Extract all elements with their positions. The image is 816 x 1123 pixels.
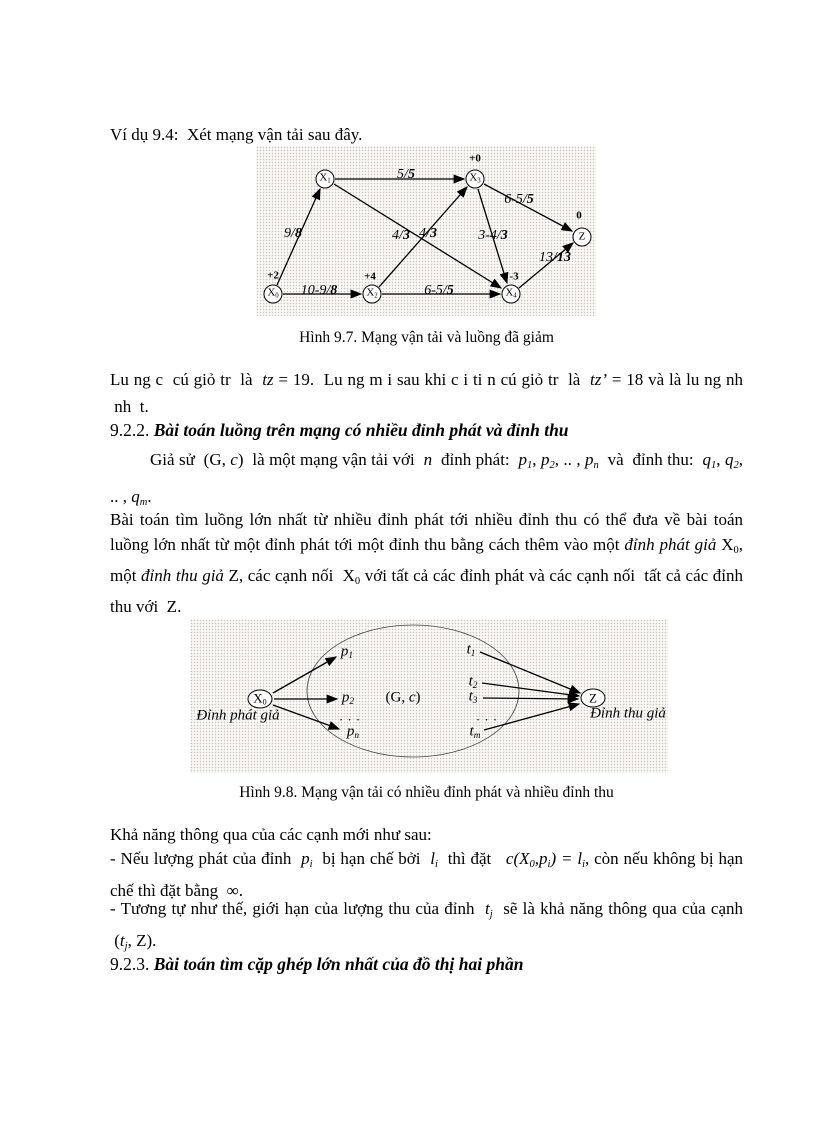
label-t3: $t_3$ [468,688,478,707]
edge-label-x2-x4: 6-5/5 [424,283,454,298]
label-graph-gc: (G, c) [385,689,421,706]
edge-x0-p1 [273,657,336,693]
annotation-x4: -3 [509,270,519,283]
edge-label-x1-x4: 4/3 [392,228,410,243]
reduction-paragraph: Bài toán tìm luồng lớn nhất từ nhiều đỉnh phát tới nhiều đỉnh thu có thể đưa về bài toán luồng lớn nhất từ một đỉnh phát tới một đỉnh thu bằng cách thêm vào một đỉnh phát giả $X_0$, một đỉnh thu giả Z, các cạnh nối $X_0$ với tất cả các đỉnh phát và các cạnh nối tất cả các đỉnh thu với Z. [110,510,744,616]
figure-9-7-caption: Hình 9.7. Mạng vận tải và luồng đã giảm [299,329,554,346]
label-p1: $p_1$ [340,643,354,662]
assumption-paragraph: Giả sử (G, c) là một mạng vận tải với n đỉnh phát: p1, p2, .. , pn và đỉnh thu: q1, q2, .. , qm. [110,450,743,508]
node-label-z: Z [589,690,597,706]
node-label-x3: $X_3$ [469,171,481,185]
figure-9-7 [256,146,596,316]
edge-tm-z [484,704,579,730]
edge-t3-z [483,698,578,699]
edge-x0-pn [273,705,339,729]
capacity-rule-sink-paragraph: - Tương tự như thế, giới hạn của lượng thu của đỉnh tj sẽ là khả năng thông qua của cạnh (tj, Z). [110,899,743,952]
node-label-x0: $X_0$ [253,690,267,707]
node-label-x2: $X_2$ [366,286,378,300]
flow-value-paragraph: Lu ng c cú giỏ tr là tz = 19. Lu ng m i sau khi c i ti n cú giỏ tr là tz’ = 18 và là lu ng nh nh t. [110,370,743,416]
node-label-z: Z [578,230,586,243]
section-9-2-3-heading: 9.2.3. Bài toán tìm cặp ghép lớn nhất của đồ thị hai phần [110,954,524,974]
label-pn: $p_n$ [346,723,360,742]
ellipsis-sources: . . . [339,708,361,724]
ellipsis-sinks: . . . [476,708,498,724]
node-label-x4: $X_4$ [505,286,517,300]
annotation-x3: +0 [469,152,481,165]
fake-source-caption: Đỉnh phát giả [196,707,280,724]
label-t1: $t_1$ [466,641,476,660]
edge-label-x4-z: 13/13 [539,250,571,265]
edge-t1-z [480,652,580,693]
edge-label-x0-x2: 10-9/8 [300,283,338,298]
section-9-2-2-heading: 9.2.2. Bài toán luồng trên mạng có nhiều đỉnh phát và đỉnh thu [110,420,569,440]
node-label-x1: $X_1$ [319,171,331,185]
figure-9-8-caption: Hình 9.8. Mạng vận tải có nhiều đỉnh phát và nhiều đỉnh thu [239,784,614,801]
fake-sink-caption: Đỉnh thu giả [590,705,666,722]
edge-label-x3-z: 6-5/5 [504,192,534,207]
edge-label-x0-x1: 9/8 [284,226,302,241]
edge-label-x3-x4: 3-4/3 [478,228,508,243]
label-t2: $t_2$ [468,673,478,692]
edge-t2-z [482,683,579,696]
annotation-x2: +4 [364,270,376,283]
edge-label-x2-x3: 4/3 [419,226,437,241]
node-label-x0: $X_0$ [267,286,279,300]
capacity-intro-paragraph: Khả năng thông qua của các cạnh mới như sau: [110,825,432,844]
label-tm: $t_m$ [469,723,481,742]
example-intro: Ví dụ 9.4: Xét mạng vận tải sau đây. [110,125,363,144]
figure-9-8 [190,619,668,773]
edge-x1-x4 [334,184,501,288]
annotation-z: 0 [576,209,582,222]
annotation-x0: +2 [267,269,279,282]
capacity-rule-source-paragraph: - Nếu lượng phát của đỉnh pi bị hạn chế bởi li thì đặt c(X0,pi) = li, còn nếu không bị hạn chế thì đặt bằng ∞. [110,849,743,900]
edge-label-x1-x3: 5/5 [397,167,415,182]
label-p2: $p_2$ [341,689,355,708]
